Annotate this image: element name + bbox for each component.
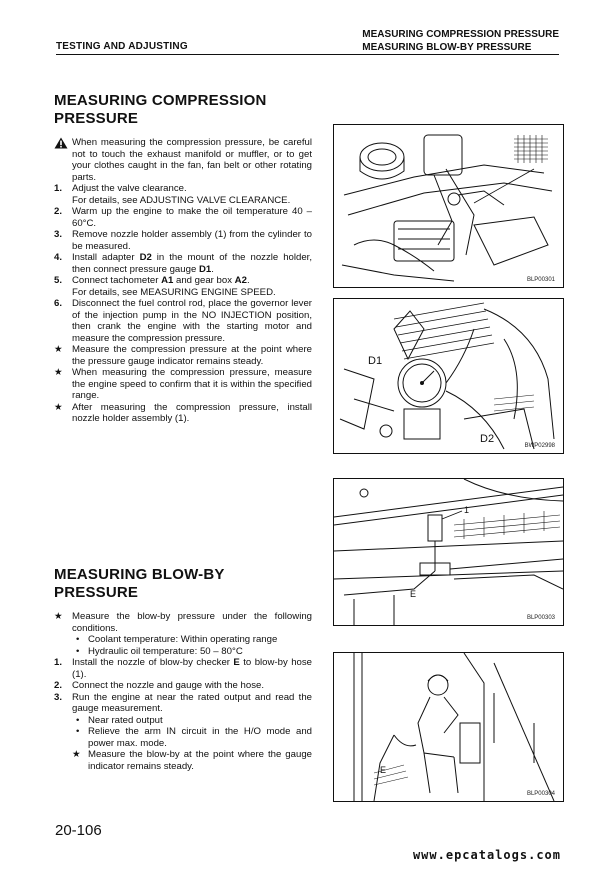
- text-run: Connect tachometer: [72, 275, 162, 286]
- star-icon: ★: [54, 367, 63, 378]
- warning-text: When measuring the compression pressure, be careful not to touch the exhaust manifold or muffler, or to get your clothes caught in the fan, fan belt or other rotating parts.: [72, 137, 312, 183]
- step-number: 2.: [54, 206, 63, 217]
- star-icon: ★: [54, 401, 63, 413]
- bullet-icon: •: [76, 726, 80, 737]
- text-run: Install the nozzle of blow-by checker: [72, 657, 234, 668]
- step-number: 3.: [54, 229, 63, 240]
- text-run: Install adapter: [72, 252, 140, 263]
- warning-icon: [54, 137, 68, 149]
- title-line: MEASURING COMPRESSION: [54, 92, 267, 109]
- section-blowby: [54, 566, 312, 772]
- running-header-right-line1: MEASURING COMPRESSION PRESSURE: [362, 29, 559, 40]
- step-number: 3.: [54, 691, 63, 703]
- running-header-left: TESTING AND ADJUSTING: [56, 41, 188, 52]
- step-text: Disconnect the fuel control rod, place the governor lever of the injection pump in the NO INJECTION position, then crank the engine with the starting motor and measure the compression pressure.: [72, 298, 312, 344]
- step-item: [54, 692, 312, 715]
- step-text: Adjust the valve clearance.: [72, 183, 187, 194]
- sub-item-text: Relieve the arm IN circuit in the H/O mode and power max. mode.: [88, 726, 312, 749]
- step-text: Warm up the engine to make the oil temperature 40 – 60°C.: [72, 206, 312, 229]
- text-run: to blow-by hose (1).: [72, 657, 313, 680]
- note-item: [54, 367, 312, 402]
- bullet-icon: •: [76, 714, 80, 726]
- step-number: 1.: [54, 183, 63, 194]
- step-item: [54, 252, 312, 275]
- section-compression-title: [54, 92, 312, 127]
- figure-code: BWP02998: [524, 443, 555, 449]
- bullet-icon: •: [76, 645, 80, 657]
- star-icon: ★: [54, 611, 63, 622]
- figure-nozzle-holder-drawing: [334, 125, 563, 287]
- website-watermark: www.epcatalogs.com: [412, 848, 561, 862]
- note-text: After measuring the compression pressure, install nozzle holder assembly (1).: [72, 401, 312, 424]
- tool-code: E: [233, 657, 240, 668]
- step-item: [54, 183, 312, 206]
- step-item: [54, 229, 312, 252]
- figure-label-1: 1: [464, 505, 470, 515]
- note-item: [54, 402, 312, 425]
- tool-code: D2: [139, 252, 152, 263]
- sub-item: [54, 715, 312, 727]
- note-text: Measure the compression pressure at the point where the pressure gauge indicator remains steady.: [72, 344, 312, 367]
- running-header-right-line2: MEASURING BLOW-BY PRESSURE: [362, 42, 532, 53]
- figure-operator-cab: [333, 652, 564, 802]
- tool-code: A1: [161, 275, 174, 286]
- text-run: in the mount of the nozzle holder, then connect pressure gauge: [72, 252, 313, 275]
- note-text: Measure the blow-by pressure under the following conditions.: [72, 611, 312, 634]
- note-item: [54, 344, 312, 367]
- condition-item: [54, 634, 312, 646]
- condition-text: Coolant temperature: Within operating range: [88, 634, 278, 645]
- section-compression: [54, 92, 312, 425]
- sub-item-text: Near rated output: [88, 714, 163, 726]
- star-icon: ★: [54, 344, 63, 355]
- note-item: [54, 611, 312, 634]
- step-text: Run the engine at near the rated output and read the gauge measurement.: [72, 691, 312, 714]
- tool-code: A2: [234, 275, 247, 286]
- text-run: .: [246, 275, 250, 286]
- step-number: 1.: [54, 657, 63, 668]
- figure-label-e: E: [410, 589, 417, 599]
- figure-label-e: E: [380, 765, 387, 775]
- condition-item: [54, 646, 312, 658]
- step-number: 5.: [54, 275, 63, 286]
- figure-code: BLP00304: [526, 791, 555, 797]
- sub-item: [54, 726, 312, 749]
- step-number: 4.: [54, 252, 63, 263]
- step-text: Remove nozzle holder assembly (1) from the cylinder to be measured.: [72, 229, 312, 252]
- step-item: [54, 206, 312, 229]
- title-line: PRESSURE: [54, 583, 139, 601]
- title-line: MEASURING BLOW-BY: [54, 566, 225, 583]
- step-note: For details, see MEASURING ENGINE SPEED.: [72, 286, 276, 298]
- page-number: 20-106: [55, 822, 102, 839]
- warning-paragraph: [54, 137, 312, 183]
- figure-label-d2: D2: [480, 433, 495, 445]
- bullet-icon: •: [76, 634, 80, 645]
- figure-pressure-gauge: [333, 298, 564, 454]
- step-item: [54, 657, 312, 680]
- figure-nozzle-holder: [333, 124, 564, 288]
- step-text: [72, 252, 312, 275]
- step-item: [54, 298, 312, 344]
- step-text: Connect the nozzle and gauge with the hose.: [72, 680, 265, 691]
- figure-label-d1: D1: [368, 355, 383, 367]
- figure-blowby-checker-drawing: [334, 479, 563, 625]
- figure-pressure-gauge-drawing: [334, 299, 563, 453]
- step-number: 2.: [54, 680, 63, 691]
- step-note: For details, see ADJUSTING VALVE CLEARANCE.: [72, 194, 291, 206]
- sub-note: [54, 749, 312, 772]
- step-number: 6.: [54, 298, 63, 309]
- condition-text: Hydraulic oil temperature: 50 – 80°C: [88, 645, 243, 657]
- figure-code: BLP00303: [526, 615, 555, 621]
- header-rule: [56, 54, 559, 55]
- running-header-right: [362, 28, 559, 54]
- step-item: [54, 680, 312, 692]
- sub-note-text: Measure the blow-by at the point where the gauge indicator remains steady.: [88, 749, 312, 772]
- section-blowby-title: [54, 566, 312, 601]
- figure-blowby-checker: [333, 478, 564, 626]
- tool-code: D1: [198, 263, 212, 275]
- title-line: PRESSURE: [54, 109, 139, 127]
- figure-operator-cab-drawing: [334, 653, 563, 801]
- text-run: and gear box: [173, 275, 235, 286]
- star-icon: ★: [72, 749, 81, 760]
- step-text: [72, 657, 312, 680]
- text-run: .: [211, 263, 214, 275]
- step-text: [72, 275, 312, 287]
- figure-code: BLP00301: [526, 277, 555, 283]
- note-text: When measuring the compression pressure, measure the engine speed to confirm that it is within the specified range.: [72, 367, 312, 401]
- step-item: [54, 275, 312, 298]
